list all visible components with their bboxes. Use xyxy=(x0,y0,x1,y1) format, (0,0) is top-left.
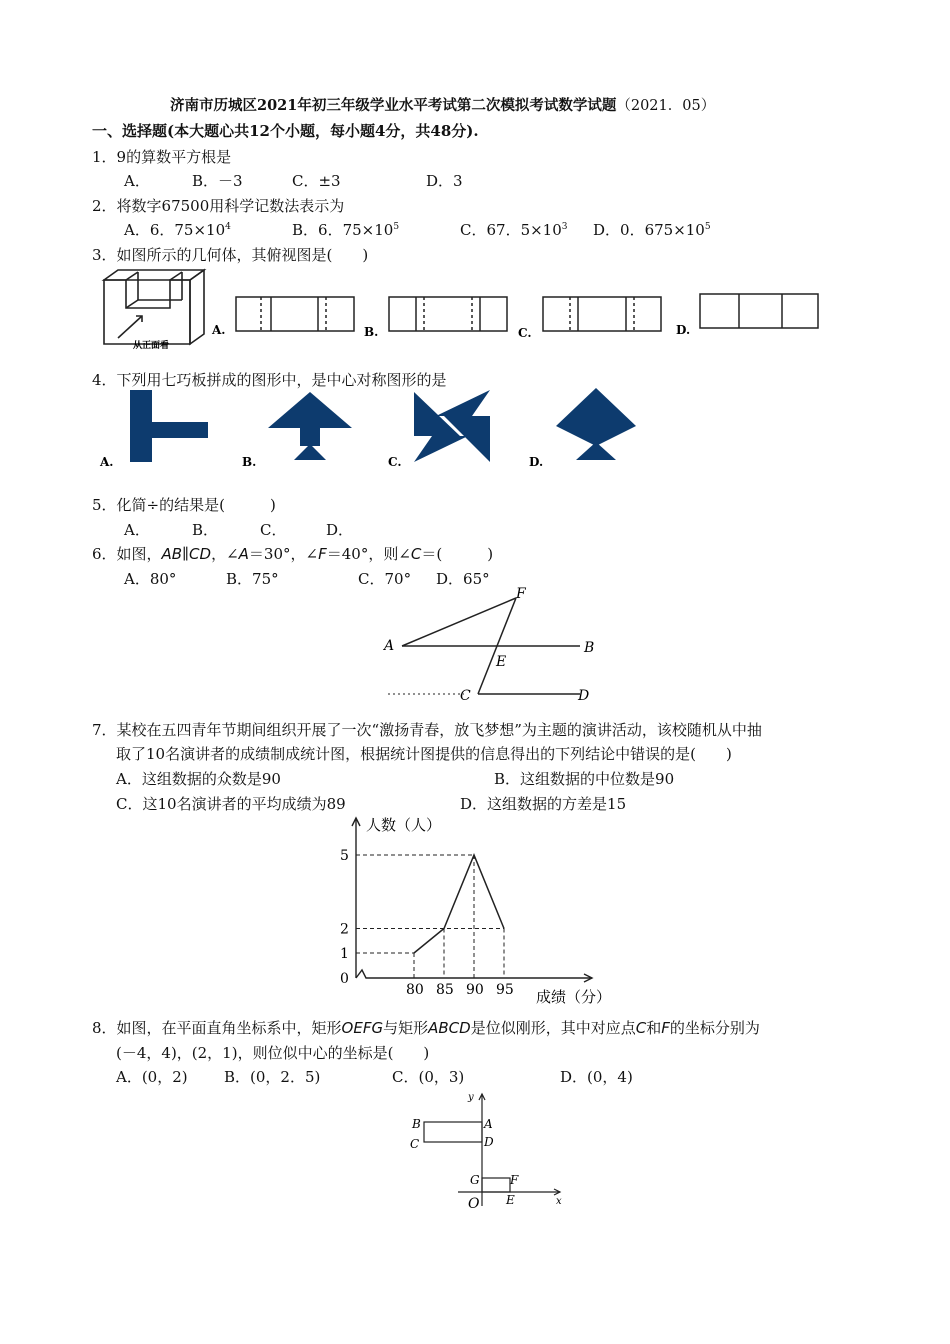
q3-label-d: D. xyxy=(676,323,691,337)
tangram-d xyxy=(556,388,636,460)
q6-option-d: D．65° xyxy=(436,570,490,588)
point-c: C xyxy=(460,688,471,704)
q8-stem-line1: 8．如图，在平面直角坐标系中，矩形OEFG与矩形ABCD是位似刚形，其中对应点C和F的坐标分别为 xyxy=(92,1019,760,1037)
q5-option-c: C． xyxy=(260,521,287,539)
q5-option-b: B． xyxy=(192,521,219,539)
label-a: A xyxy=(484,1117,493,1131)
label-g: G xyxy=(470,1173,480,1187)
tangram-c xyxy=(414,390,490,462)
q7-option-c: C．这10名演讲者的平均成绩为89 xyxy=(116,795,346,813)
q3-label-a: A. xyxy=(212,323,226,337)
series-line xyxy=(414,855,504,953)
q4-stem: 4．下列用七巧板拼成的图形中，是中心对称图形的是 xyxy=(92,371,447,389)
q7-line-chart xyxy=(330,812,630,1014)
q5-option-a: A． xyxy=(124,521,150,539)
q6-stem: 6．如图，AB∥CD，∠A＝30°，∠F＝40°，则∠C＝( ) xyxy=(92,545,494,563)
q7-stem-line1: 7．某校在五四青年节期间组织开展了一次“激扬青春，放飞梦想”为主题的演讲活动，该校随机从中抽 xyxy=(92,721,762,739)
page-title: 济南市历城区2021年初三年级学业水平考试第二次模拟考试数学试题（2021．05） xyxy=(170,97,716,114)
x-tick-95: 95 xyxy=(496,982,514,998)
q4-label-d: D. xyxy=(529,455,544,469)
option-c-view xyxy=(543,297,661,331)
q3-stem: 3．如图所示的几何体，其俯视图是( ) xyxy=(92,246,369,264)
q3-figures xyxy=(96,266,836,352)
point-f: F xyxy=(516,586,526,602)
q2-option-a: A．6．$75\times 10^4$ xyxy=(124,221,231,239)
q8-stem-line2: (－4，4)，(2，1)，则位似中心的坐标是( ) xyxy=(116,1044,430,1062)
x-tick-90: 90 xyxy=(466,982,484,998)
view-caption: 从正面看 xyxy=(133,341,170,351)
tangram-a xyxy=(130,390,208,462)
y-tick-1: 1 xyxy=(340,946,349,962)
label-b: B xyxy=(412,1117,421,1131)
q8-option-a: A．(0，2) xyxy=(116,1068,188,1086)
label-o: O xyxy=(468,1196,480,1212)
q6-option-a: A．80° xyxy=(124,570,177,588)
q1-option-a: A． xyxy=(124,172,150,190)
point-b: B xyxy=(584,640,595,656)
q8-option-d: D．(0，4) xyxy=(560,1068,633,1086)
q2-option-c: C．67．$5\times 10^3$ xyxy=(460,221,568,239)
q8-option-c: C．(0，3) xyxy=(392,1068,465,1086)
q7-option-b: B．这组数据的中位数是90 xyxy=(494,770,675,788)
q4-label-a: A. xyxy=(100,455,114,469)
q8-option-b: B．(0，2．5) xyxy=(224,1068,321,1086)
q4-label-b: B. xyxy=(242,455,257,469)
q1-option-d: D．3 xyxy=(426,172,463,190)
section-heading: 一、选择题(本大题心共12个小题，每小题4分，共48分). xyxy=(92,122,479,140)
option-d-view xyxy=(700,294,818,328)
q5-stem: 5．化简÷的结果是( ) xyxy=(92,496,276,514)
q1-stem: 1．9的算数平方根是 xyxy=(92,148,232,166)
option-a-view xyxy=(236,297,354,331)
label-y: y xyxy=(468,1092,474,1103)
q4-label-c: C. xyxy=(388,455,402,469)
q2-stem: 2．将数字67500用科学记数法表示为 xyxy=(92,197,345,215)
q7-option-a: A．这组数据的众数是90 xyxy=(116,770,281,788)
tangram-b xyxy=(268,392,352,460)
x-axis-label: 成绩（分） xyxy=(536,988,612,1006)
y-tick-5: 5 xyxy=(340,848,349,864)
q8-figure xyxy=(400,1086,580,1216)
q6-figure xyxy=(380,584,610,704)
option-b-view xyxy=(389,297,507,331)
rect-abcd xyxy=(424,1122,482,1142)
label-e: E xyxy=(506,1193,515,1207)
point-a: A xyxy=(384,638,395,654)
q2-option-b: B．6．$75\times 10^5$ xyxy=(292,221,400,239)
label-d: D xyxy=(484,1135,494,1149)
label-c: C xyxy=(410,1137,420,1151)
point-e: E xyxy=(496,654,507,670)
q5-option-d: D． xyxy=(326,521,354,539)
q1-option-c: C．±3 xyxy=(292,172,341,190)
y-tick-0: 0 xyxy=(340,971,349,987)
label-f: F xyxy=(510,1173,519,1187)
q6-option-c: C．70° xyxy=(358,570,412,588)
q4-figures xyxy=(96,386,656,472)
q1-option-b: B．－3 xyxy=(192,172,243,190)
q3-label-b: B. xyxy=(364,325,379,339)
q7-option-d: D．这组数据的方差是15 xyxy=(460,795,627,813)
solid-figure xyxy=(104,270,204,344)
rect-oefg xyxy=(482,1178,510,1192)
q7-stem-line2: 取了10名演讲者的成绩制成统计图，根据统计图提供的信息得出的下列结论中错误的是( ) xyxy=(116,745,732,763)
y-tick-2: 2 xyxy=(340,921,349,938)
q2-option-d: D．0．$675\times 10^5$ xyxy=(593,221,711,239)
label-x: x xyxy=(556,1196,562,1207)
point-d: D xyxy=(578,688,590,704)
x-tick-85: 85 xyxy=(436,982,454,998)
x-tick-80: 80 xyxy=(406,982,424,998)
q6-option-b: B．75° xyxy=(226,570,279,588)
q3-label-c: C. xyxy=(518,326,532,340)
y-axis-label: 人数（人） xyxy=(366,816,442,834)
